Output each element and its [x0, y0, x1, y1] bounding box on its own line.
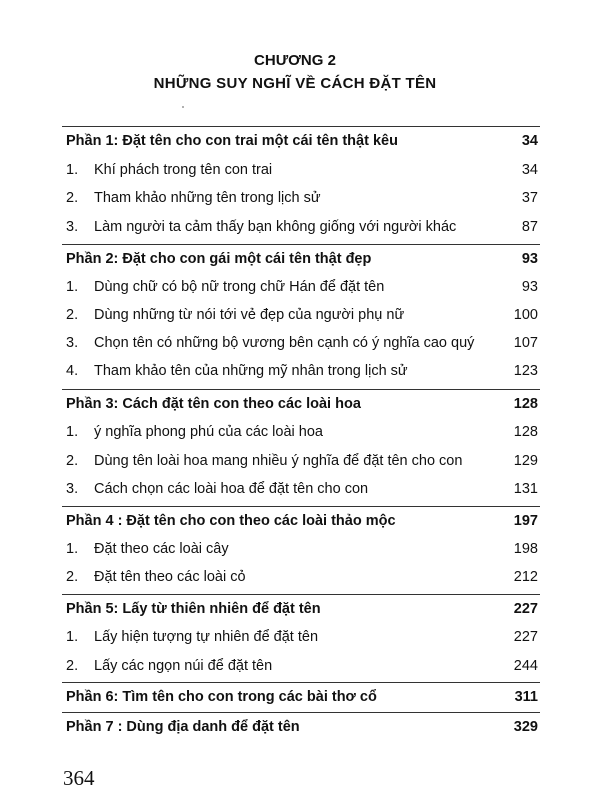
toc-page-number: 93: [521, 279, 538, 295]
toc-page-number: 227: [513, 629, 538, 645]
toc-item-title: Chọn tên có những bộ vương bên cạnh có ý nghĩa cao quý: [94, 335, 475, 351]
toc-item-number: 4.: [66, 363, 79, 379]
toc-page-number: 212: [513, 569, 538, 585]
toc-item-number: 1.: [66, 424, 79, 440]
toc-page-number: 311: [514, 689, 538, 705]
toc-page-number: 34: [521, 133, 538, 149]
toc-page-number: 93: [521, 251, 538, 267]
toc-item-number: 2.: [66, 307, 79, 323]
toc-item-number: 1.: [66, 541, 79, 557]
toc-item-title: Cách chọn các loài hoa để đặt tên cho con: [94, 481, 369, 497]
toc-item-number: 2.: [66, 569, 79, 585]
toc-divider: [62, 594, 540, 595]
toc-part-title: Phần 1: Đặt tên cho con trai một cái tên thật kêu: [66, 133, 398, 149]
toc-item-title: Tham khảo tên của những mỹ nhân trong lịch sử: [94, 363, 408, 379]
toc-page-number: 128: [513, 424, 538, 440]
toc-part-title: Phần 4 : Đặt tên cho con theo các loài thảo mộc: [66, 513, 396, 529]
page-number: 364: [63, 766, 95, 790]
toc-part-title: Phần 6: Tìm tên cho con trong các bài thơ cổ: [66, 689, 377, 705]
toc-divider: [62, 244, 540, 245]
toc-page-number: 198: [513, 541, 538, 557]
toc-item-title: Lấy các ngọn núi để đặt tên: [94, 658, 273, 674]
toc-item-title: Khí phách trong tên con trai: [94, 162, 273, 178]
toc-item-number: 3.: [66, 481, 79, 497]
toc-item-number: 2.: [66, 658, 79, 674]
toc-divider: [62, 712, 540, 713]
toc-page-number: 123: [513, 363, 538, 379]
toc-page-number: 128: [513, 396, 538, 412]
toc-item-number: 2.: [66, 190, 79, 206]
chapter-title: NHỮNG SUY NGHĨ VỀ CÁCH ĐẶT TÊN: [153, 75, 437, 92]
toc-item-title: Đặt tên theo các loài cỏ: [94, 569, 246, 585]
toc-part-title: Phần 2: Đặt cho con gái một cái tên thật đẹp: [66, 251, 372, 267]
toc-item-number: 1.: [66, 279, 79, 295]
toc-item-number: 1.: [66, 162, 79, 178]
toc-part-title: Phần 7 : Dùng địa danh để đặt tên: [66, 719, 300, 735]
toc-item-number: 1.: [66, 629, 79, 645]
toc-page-number: 227: [513, 601, 538, 617]
toc-item-title: ý nghĩa phong phú của các loài hoa: [94, 424, 323, 440]
toc-divider: [62, 506, 540, 507]
toc-page-number: 197: [513, 513, 538, 529]
toc-item-title: Đặt theo các loài cây: [94, 541, 229, 557]
toc-item-title: Dùng chữ có bộ nữ trong chữ Hán để đặt tên: [94, 279, 385, 295]
toc-page-number: 107: [513, 335, 538, 351]
toc-divider: [62, 389, 540, 390]
toc-page-number: 129: [513, 453, 538, 469]
toc-divider: [62, 126, 540, 127]
toc-item-number: 3.: [66, 335, 79, 351]
toc-divider: [62, 682, 540, 683]
toc-item-number: 3.: [66, 219, 79, 235]
toc-item-title: Làm người ta cảm thấy bạn không giống với người khác: [94, 219, 457, 235]
toc-page-number: 329: [513, 719, 538, 735]
toc-item-number: 2.: [66, 453, 79, 469]
toc-item-title: Tham khảo những tên trong lịch sử: [94, 190, 321, 206]
toc-page-number: 87: [521, 219, 538, 235]
toc-page-number: 131: [513, 481, 538, 497]
toc-item-title: Dùng tên loài hoa mang nhiều ý nghĩa để đặt tên cho con: [94, 453, 463, 469]
toc-page-number: 37: [521, 190, 538, 206]
toc-page-number: 34: [521, 162, 538, 178]
chapter-label: CHƯƠNG 2: [254, 52, 336, 69]
toc-item-title: Lấy hiện tượng tự nhiên để đặt tên: [94, 629, 319, 645]
toc-part-title: Phần 3: Cách đặt tên con theo các loài hoa: [66, 396, 361, 412]
toc-page-number: 100: [513, 307, 538, 323]
toc-item-title: Dùng những từ nói tới vẻ đẹp của người phụ nữ: [94, 307, 405, 323]
toc-part-title: Phần 5: Lấy từ thiên nhiên để đặt tên: [66, 601, 321, 617]
toc-page-number: 244: [513, 658, 538, 674]
